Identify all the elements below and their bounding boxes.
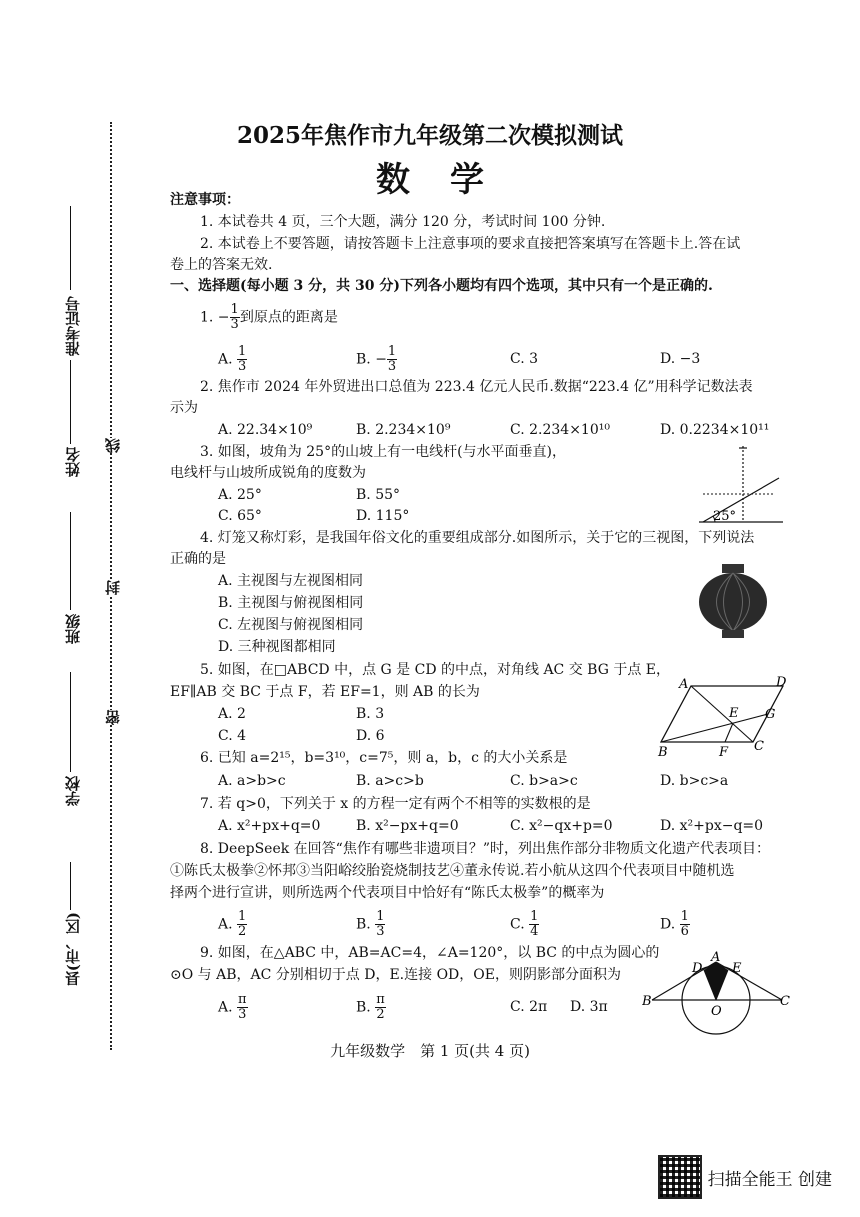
q9-fig-label-o: O [711, 1004, 722, 1019]
q3-option-c: C. 65° [218, 508, 262, 524]
q4-option-c: C. 左视图与俯视图相同 [218, 617, 364, 633]
q9-stem-1: 9. 如图，在△ABC 中，AB=AC=4，∠A=120°，以 BC 的中点为圆心的 [200, 945, 660, 961]
q5-fig-label-c: C [754, 739, 764, 754]
notice-item-2: 2. 本试卷上不要答题，请按答题卡上注意事项的要求直接把答案填写在答题卡上.答在试 [200, 236, 741, 252]
q2-option-d: D. 0.2234×10¹¹ [660, 422, 770, 438]
q4-stem-1: 4. 灯笼又称灯彩，是我国年俗文化的重要组成部分.如图所示，关于它的三视图，下列说法 [200, 530, 755, 546]
q5-fig-label-d: D [776, 675, 787, 690]
q2-option-a: A. 22.34×10⁹ [218, 422, 313, 438]
q4-stem-2: 正确的是 [170, 551, 226, 567]
name-label: 姓名 [64, 447, 82, 477]
q5-fig-label-e: E [729, 706, 739, 721]
q4-option-b: B. 主视图与俯视图相同 [218, 595, 364, 611]
page-footer: 九年级数学 第 1 页(共 4 页) [330, 1042, 530, 1060]
notice-heading: 注意事项： [170, 192, 240, 208]
q5-parallelogram-figure [655, 670, 795, 760]
q9-option-a: A. $\frac{\pi}{3}$ [218, 992, 247, 1022]
q1-stem: 1. − $\frac{1}{3}$ 到原点的距离是 [200, 302, 338, 332]
q5-option-b: B. 3 [356, 706, 385, 722]
q3-stem-2: 电线杆与山坡所成锐角的度数为 [170, 465, 366, 481]
q1-option-c: C. 3 [510, 351, 539, 367]
q1-option-b: B. − $\frac{1}{3}$ [356, 344, 397, 374]
school-label: 学校 [64, 776, 82, 806]
q3-option-a: A. 25° [218, 487, 262, 503]
q9-option-c: C. 2π [510, 999, 548, 1015]
watermark-text: 扫描全能王 创建 [707, 1169, 832, 1190]
q3-option-b: B. 55° [356, 487, 401, 503]
subject-title: 数学 [376, 160, 524, 200]
qr-code-icon [658, 1155, 702, 1199]
exam-id-underline [70, 206, 71, 290]
q2-stem-2: 示为 [170, 400, 198, 416]
seal-mi: 密 [104, 710, 122, 725]
q8-option-b: B. $\frac{1}{3}$ [356, 909, 385, 939]
q6-option-b: B. a>c>b [356, 773, 424, 789]
q6-option-c: C. b>a>c [510, 773, 578, 789]
q8-option-c: C. $\frac{1}{4}$ [510, 909, 539, 939]
q4-lantern-figure [696, 562, 772, 644]
seal-feng: 封 [104, 580, 122, 595]
q9-fig-label-c: C [780, 994, 790, 1009]
q2-stem-1: 2. 焦作市 2024 年外贸进出口总值为 223.4 亿元人民币.数据“223.4 亿”用科学记数法表 [200, 379, 753, 395]
county-label: 县(市、区) [64, 912, 82, 987]
scanner-watermark [658, 1155, 832, 1199]
q3-stem-1: 3. 如图，坡角为 25°的山坡上有一电线杆(与水平面垂直)， [200, 444, 566, 460]
q6-stem: 6. 已知 a=2¹⁵，b=3¹⁰，c=7⁵，则 a，b，c 的大小关系是 [200, 750, 568, 766]
q7-option-b: B. x²−px+q=0 [356, 818, 459, 834]
q4-option-a: A. 主视图与左视图相同 [218, 573, 364, 589]
q9-circle-figure [642, 950, 792, 1040]
q9-stem-2: ⊙O 与 AB，AC 分别相切于点 D，E.连接 OD，OE，则阴影部分面积为 [170, 967, 621, 983]
q7-option-a: A. x²+px+q=0 [218, 818, 321, 834]
section-1-heading: 一、选择题(每小题 3 分，共 30 分)下列各小题均有四个选项，其中只有一个是正确的. [170, 278, 713, 294]
school-underline [70, 672, 71, 772]
q6-option-a: A. a>b>c [218, 773, 286, 789]
q7-stem: 7. 若 q>0，下列关于 x 的方程一定有两个不相等的实数根的是 [200, 796, 591, 812]
notice-item-2-cont: 卷上的答案无效. [170, 257, 273, 273]
q5-fig-label-b: B [658, 745, 668, 760]
q9-fig-label-b: B [642, 994, 652, 1009]
q5-fig-label-f: F [719, 745, 729, 760]
q9-option-b: B. $\frac{\pi}{2}$ [356, 992, 385, 1022]
q5-option-d: D. 6 [356, 728, 385, 744]
q7-option-c: C. x²−qx+p=0 [510, 818, 613, 834]
notice-item-1: 1. 本试卷共 4 页，三个大题，满分 120 分，考试时间 100 分钟. [200, 214, 606, 230]
q8-stem-3: 择两个进行宣讲，则所选两个代表项目中恰好有“陈氏太极拳”的概率为 [170, 885, 605, 901]
name-underline [70, 360, 71, 444]
q9-fig-label-e: E [732, 961, 742, 976]
q3-fig-angle: 25° [713, 509, 737, 524]
q5-fig-label-a: A [679, 677, 689, 692]
q3-figure [695, 442, 785, 526]
q5-stem-2: EF∥AB 交 BC 于点 F，若 EF=1，则 AB 的长为 [170, 684, 480, 700]
q5-fig-label-g: G [765, 707, 776, 722]
q1-option-a: A. $\frac{1}{3}$ [218, 344, 247, 374]
q8-option-d: D. $\frac{1}{6}$ [660, 909, 689, 939]
q1-option-d: D. −3 [660, 351, 701, 367]
county-underline [70, 862, 71, 910]
q1-fraction: $\frac{1}{3}$ [230, 302, 239, 332]
q4-option-d: D. 三种视图都相同 [218, 639, 336, 655]
q8-option-a: A. $\frac{1}{2}$ [218, 909, 247, 939]
q5-option-a: A. 2 [218, 706, 246, 722]
q7-option-d: D. x²+px−q=0 [660, 818, 764, 834]
q8-stem-2: ①陈氏太极拳②怀邦③当阳峪绞胎瓷烧制技艺④董永传说.若小航从这四个代表项目中随机选 [170, 863, 735, 879]
class-underline [70, 512, 71, 610]
q5-stem-1: 5. 如图，在□ABCD 中，点 G 是 CD 的中点，对角线 AC 交 BG 于点 E， [200, 662, 671, 678]
q8-stem-1: 8. DeepSeek 在回答“焦作有哪些非遗项目？”时，列出焦作部分非物质文化遗产代表项目： [200, 841, 770, 857]
q3-option-d: D. 115° [356, 508, 410, 524]
q2-option-b: B. 2.234×10⁹ [356, 422, 451, 438]
q2-option-c: C. 2.234×10¹⁰ [510, 422, 610, 438]
class-label: 班级 [64, 614, 82, 644]
q6-option-d: D. b>c>a [660, 773, 729, 789]
q9-fig-label-d: D [692, 961, 703, 976]
q9-option-d: D. 3π [570, 999, 608, 1015]
exam-id-label: 准考证号 [64, 296, 82, 356]
exam-title: 2025年焦作市九年级第二次模拟测试 [236, 122, 623, 149]
seal-xian: 线 [104, 438, 122, 453]
q9-fig-label-a: A [711, 950, 721, 965]
q5-option-c: C. 4 [218, 728, 247, 744]
